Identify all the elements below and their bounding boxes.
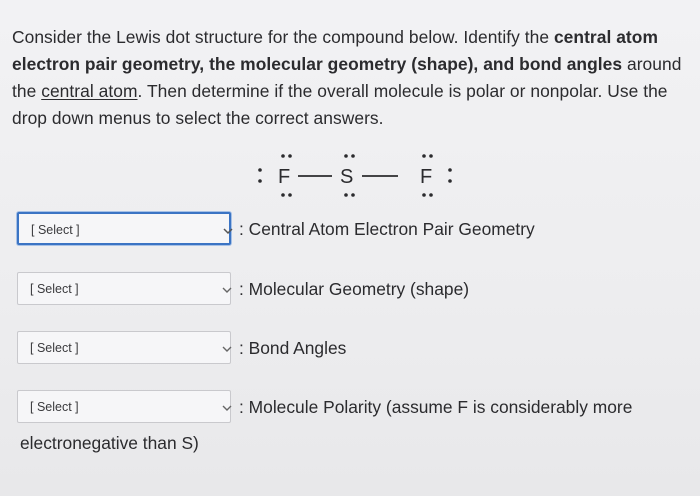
question-part-1: Consider the Lewis dot structure for the compound below. Identify the bbox=[12, 27, 554, 47]
chevron-down-icon bbox=[222, 226, 234, 236]
question-part-2: around the bbox=[12, 54, 682, 101]
lewis-structure bbox=[240, 145, 480, 205]
polarity-select[interactable] bbox=[17, 390, 231, 423]
atom-s: S bbox=[340, 166, 354, 188]
molecular-geometry-selected: [ Select ] bbox=[30, 282, 79, 296]
chevron-down-icon bbox=[221, 285, 233, 295]
molecular-geometry-select[interactable] bbox=[17, 272, 231, 305]
polarity-label: : Molecule Polarity (assume F is considerably more bbox=[239, 397, 633, 417]
question-part-3: . Then determine if the overall molecule is polar or nonpolar. Use the drop down menus to select the correct answers. bbox=[12, 81, 668, 128]
polarity-selected: [ Select ] bbox=[30, 400, 79, 414]
chevron-down-icon bbox=[221, 344, 233, 354]
question-bold-part: central atom electron pair geometry, the molecular geometry (shape), and bond angles bbox=[12, 27, 658, 74]
bond-angles-label: : Bond Angles bbox=[239, 338, 347, 358]
question-text bbox=[12, 24, 696, 132]
electron-geometry-label: : Central Atom Electron Pair Geometry bbox=[239, 219, 535, 239]
polarity-label-continuation: electronegative than S) bbox=[20, 433, 199, 453]
molecular-geometry-label: : Molecular Geometry (shape) bbox=[239, 279, 470, 299]
atom-f-right: F bbox=[420, 166, 433, 188]
bond-angles-select[interactable] bbox=[17, 331, 231, 364]
electron-geometry-select[interactable] bbox=[17, 212, 231, 245]
question-underlined-part: central atom bbox=[41, 81, 138, 101]
chevron-down-icon bbox=[221, 403, 233, 413]
atom-f-left: F bbox=[278, 166, 291, 188]
bond-angles-selected: [ Select ] bbox=[30, 341, 79, 355]
electron-geometry-selected: [ Select ] bbox=[31, 223, 80, 237]
